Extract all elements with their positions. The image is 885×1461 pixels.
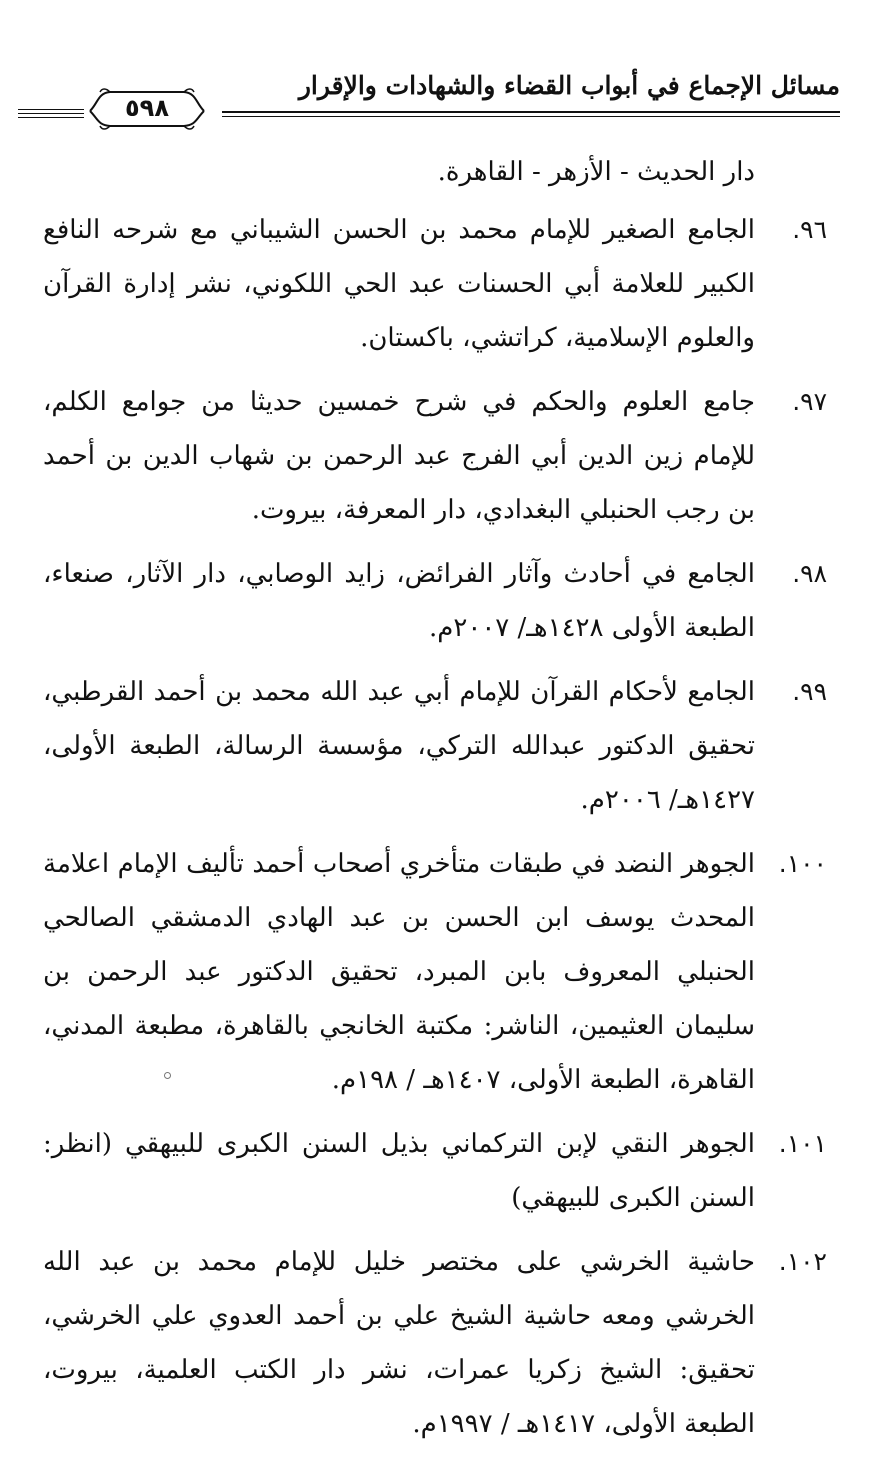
- bibliography-entry: [43, 665, 827, 827]
- entry-text: الجامع لأحكام القرآن للإمام أبي عبد الله محمد بن أحمد القرطبي، تحقيق الدكتور عبدالله التركي، مؤسسة الرسالة، الطبعة الأولى، ١٤٢٧هـ/ ٢٠٠٦م.: [43, 677, 755, 815]
- page-number-frame: [86, 84, 208, 132]
- header-rule-left: [18, 113, 84, 114]
- entry-text: الجوهر النضد في طبقات متأخري أصحاب أحمد تأليف الإمام اعلامة المحدث يوسف ابن الحسن بن عبد الهادي الدمشقي الصالحي الحنبلي المعروف بابن المبرد، تحقيق الدكتور عبد الرحمن بن سليمان العثيمين، الناشر: مكتبة الخانجي بالقاهرة، مطبعة المدني، القاهرة، الطبعة الأولى، ١٤٠٧هـ / ١٩٨م.: [43, 849, 755, 1095]
- entry-text: جامع العلوم والحكم في شرح خمسين حديثا من جوامع الكلم، للإمام زين الدين أبي الفرج عبد الرحمن بن شهاب الدين بن أحمد بن رجب الحنبلي البغدادي، دار المعرفة، بيروت.: [43, 387, 755, 525]
- entry-number: ٩٨.: [792, 559, 827, 588]
- entry-text: الجامع في أحادث وآثار الفرائض، زايد الوصابي، دار الآثار، صنعاء، الطبعة الأولى ١٤٢٨هـ/ ٢٠٠٧م.: [43, 559, 755, 643]
- entry-number: ٩٧.: [792, 387, 827, 416]
- continuation-text: دار الحديث - الأزهر - القاهرة.: [437, 157, 755, 187]
- running-header: [18, 66, 840, 136]
- bibliography-entry: [43, 1235, 827, 1451]
- bibliography-entry: [43, 203, 827, 365]
- bibliography-entry: [43, 837, 827, 1107]
- header-rule-thin: [222, 116, 840, 117]
- bibliography-list: [43, 145, 827, 1461]
- bibliography-entry: [43, 547, 827, 655]
- entry-text: الجوهر النقي لإبن التركماني بذيل السنن الكبرى للبيهقي (انظر: السنن الكبرى للبيهقي): [43, 1129, 755, 1213]
- bibliography-entry: [43, 375, 827, 537]
- entry-number: ١٠٢.: [778, 1247, 827, 1276]
- scan-speck: [164, 1072, 171, 1079]
- entry-text: حاشية الخرشي على مختصر خليل للإمام محمد بن عبد الله الخرشي ومعه حاشية الشيخ علي بن أحمد العدوي علي الخرشي، تحقيق: الشيخ زكريا عمرات، نشر دار الكتب العلمية، بيروت، الطبعة الأولى، ١٤١٧هـ / ١٩٩٧م.: [43, 1247, 755, 1439]
- entry-number: ٩٦.: [792, 215, 827, 244]
- bibliography-entry: [43, 1117, 827, 1225]
- entry-text: الجامع الصغير للإمام محمد بن الحسن الشيباني مع شرحه النافع الكبير للعلامة أبي الحسنات عبد الحي اللكوني، نشر إدارة القرآن والعلوم الإسلامية، كراتشي، باكستان.: [43, 215, 755, 353]
- entry-number: ٩٩.: [792, 677, 827, 706]
- entry-number: ١٠١.: [778, 1129, 827, 1158]
- entry-number: ١٠٠.: [778, 849, 827, 878]
- page-number: ٥٩٨: [125, 94, 169, 122]
- header-rule-left: [18, 117, 84, 118]
- header-rule: [222, 111, 840, 113]
- running-title: مسائل الإجماع في أبواب القضاء والشهادات والإقرار: [298, 71, 840, 100]
- header-rule-left: [18, 109, 84, 110]
